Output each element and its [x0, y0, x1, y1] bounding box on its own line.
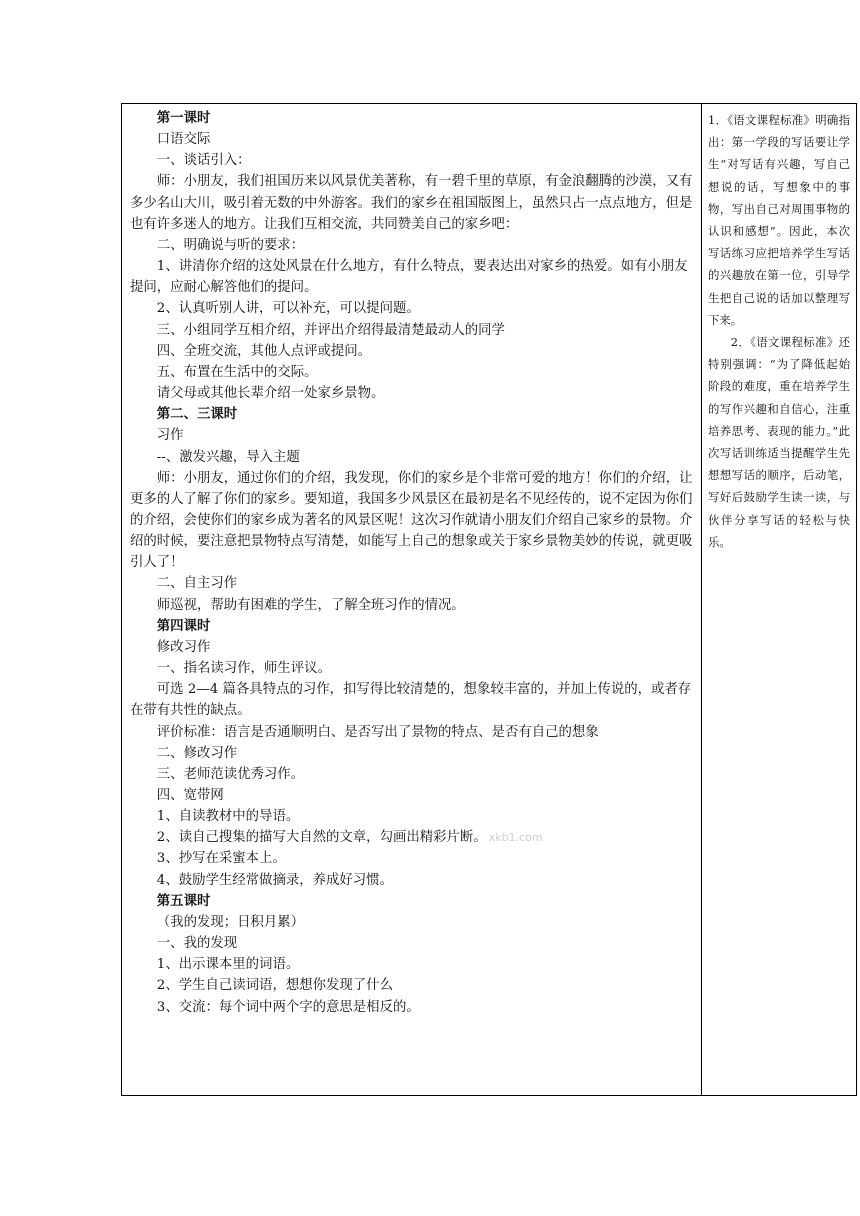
- paragraph-text: 可选 2—4 篇各具特点的习作，扣写得比较清楚的，想象较丰富的，并加上传说的，或者存在带有共性的缺点。: [130, 682, 692, 719]
- note-paragraph: 1．《语文课程标准》明确指出：第一学段的写话要让学生“对写话有兴趣，写自己想说的话，写想象中的事物，写出自己对周围事物的认识和感想”。因此，本次写话练习应把培养学生写话的兴趣放在第一位，引导学生把自己说的话加以整理写下来。: [708, 113, 850, 327]
- lesson-paragraph: [130, 679, 693, 721]
- lesson-paragraph: [130, 764, 693, 785]
- lesson-paragraph: [130, 129, 693, 150]
- paragraph-text: 三、老师范读优秀习作。: [156, 766, 305, 782]
- lesson-paragraph: [130, 870, 693, 891]
- lesson-paragraph: [130, 997, 693, 1018]
- paragraph-text: 四、全班交流，其他人点评或提问。: [156, 343, 372, 359]
- paragraph-text: 四、宽带网: [156, 788, 224, 803]
- paragraph-text: 1、出示课本里的词语。: [156, 957, 300, 973]
- lesson-plan-column: [122, 104, 702, 1095]
- lesson-paragraph: [130, 573, 693, 594]
- paragraph-text: 口语交际: [156, 132, 211, 148]
- note-paragraph: 2．《语文课程标准》还特别强调：“为了降低起始阶段的难度，重在培养学生的写作兴趣和自信心，注重培养思考、表现的能力。”此次写话训练适当提醒学生先想想写话的顺序，后动笔，写好后鼓励学生读一读，与伙伴分享写话的轻松与快乐。: [708, 335, 850, 549]
- lesson-paragraph: [130, 468, 693, 574]
- paragraph-text: 二、自主习作: [156, 576, 238, 592]
- lesson-paragraph: [130, 743, 693, 764]
- lesson-paragraph: [130, 320, 693, 341]
- paragraph-text: 请父母或其他长辈介绍一处家乡景物。: [156, 386, 385, 402]
- lesson-paragraph: [130, 235, 693, 256]
- notes-column: [702, 104, 856, 1095]
- section-heading: [130, 891, 693, 912]
- paragraph-text: 3、抄写在采蜜本上。: [156, 851, 286, 867]
- lesson-paragraph: [130, 362, 693, 383]
- lesson-paragraph: [130, 298, 693, 319]
- paragraph-text: 1、讲清你介绍的这处风景在什么地方，有什么特点，要表达出对家乡的热爱。如有小朋友提问，应耐心解答他们的提问。: [130, 259, 688, 296]
- paragraph-text: 第二、三课时: [156, 406, 238, 423]
- lesson-paragraph: [130, 447, 693, 468]
- paragraph-text: 评价标准：语言是否通顺明白、是否写出了景物的特点、是否有自己的想象: [156, 724, 599, 740]
- lesson-paragraph: [130, 425, 693, 446]
- paragraph-text: 师巡视，帮助有困难的学生，了解全班习作的情况。: [156, 597, 465, 613]
- lesson-table: [121, 103, 857, 1096]
- section-heading: [130, 404, 693, 425]
- lesson-paragraph: [130, 975, 693, 996]
- paragraph-text: 4、鼓励学生经常做摘录，养成好习惯。: [156, 872, 393, 888]
- lesson-paragraph: [130, 150, 693, 171]
- paragraph-text: 五、布置在生活中的交际。: [156, 364, 318, 380]
- paragraph-text: （我的发现；日积月累）: [156, 914, 305, 930]
- paragraph-text: 习作: [156, 428, 184, 444]
- paragraph-text: 2、读自己搜集的描写大自然的文章，勾画出精彩片断。: [156, 830, 487, 846]
- paragraph-text: 第五课时: [156, 892, 211, 909]
- paragraph-text: 修改习作: [156, 639, 211, 655]
- paragraph-text: 三、小组同学互相介绍，并评出介绍得最清楚最动人的同学: [156, 322, 505, 338]
- paragraph-text: 师：小朋友，通过你们的介绍，我发现，你们的家乡是个非常可爱的地方！你们的介绍，让更多的人了解了你们的家乡。要知道，我国多少风景区在最初是名不见经传的，说不定因为你们的介绍，会使你们的家乡成为著名的风景区呢！这次习作就请小朋友们介绍自己家乡的景物。介绍的时候，要注意把景物特点写清楚，如能写上自己的想象或关于家乡景物美妙的传说，就更吸引人了！: [130, 470, 693, 571]
- lesson-paragraph: [130, 658, 693, 679]
- lesson-paragraph: [130, 912, 693, 933]
- paragraph-text: 师：小朋友，我们祖国历来以风景优美著称，有一碧千里的草原，有金浪翻腾的沙漠，又有多少名山大川，吸引着无数的中外游客。我们的家乡在祖国版图上，虽然只占一点点地方，但是也有许多迷人的地方。让我们互相交流，共同赞美自己的家乡吧：: [130, 174, 693, 232]
- lesson-paragraph: [130, 637, 693, 658]
- lesson-paragraph: [130, 595, 693, 616]
- paragraph-text: 一、我的发现: [156, 936, 238, 952]
- paragraph-text: 二、明确说与听的要求：: [156, 237, 305, 253]
- paragraph-text: 一、谈话引入：: [156, 153, 251, 169]
- section-heading: [130, 108, 693, 129]
- paragraph-text: --、激发兴趣，导入主题: [156, 449, 300, 465]
- paragraph-text: 1、自读教材中的导语。: [156, 809, 300, 825]
- paragraph-text: 一、指名读习作，师生评议。: [156, 661, 331, 677]
- paragraph-text: 第四课时: [156, 617, 211, 634]
- lesson-paragraph: [130, 848, 693, 869]
- paragraph-text: 2、认真听别人讲，可以补充，可以提问题。: [156, 301, 420, 317]
- lesson-paragraph: [130, 827, 693, 848]
- lesson-paragraph: [130, 954, 693, 975]
- paragraph-text: 第一课时: [156, 110, 211, 126]
- lesson-paragraph: [130, 722, 693, 743]
- paragraph-text: 二、修改习作: [156, 745, 238, 761]
- lesson-paragraph: [130, 171, 693, 234]
- watermark-text: xkb1.com: [488, 831, 543, 845]
- section-heading: [130, 616, 693, 637]
- paragraph-text: 2、学生自己读词语，想想你发现了什么: [156, 978, 393, 994]
- lesson-paragraph: [130, 383, 693, 404]
- lesson-paragraph: [130, 785, 693, 806]
- paragraph-text: 3、交流：每个词中两个字的意思是相反的。: [156, 999, 420, 1015]
- lesson-paragraph: [130, 256, 693, 298]
- lesson-paragraph: [130, 806, 693, 827]
- lesson-paragraph: [130, 341, 693, 362]
- lesson-paragraph: [130, 933, 693, 954]
